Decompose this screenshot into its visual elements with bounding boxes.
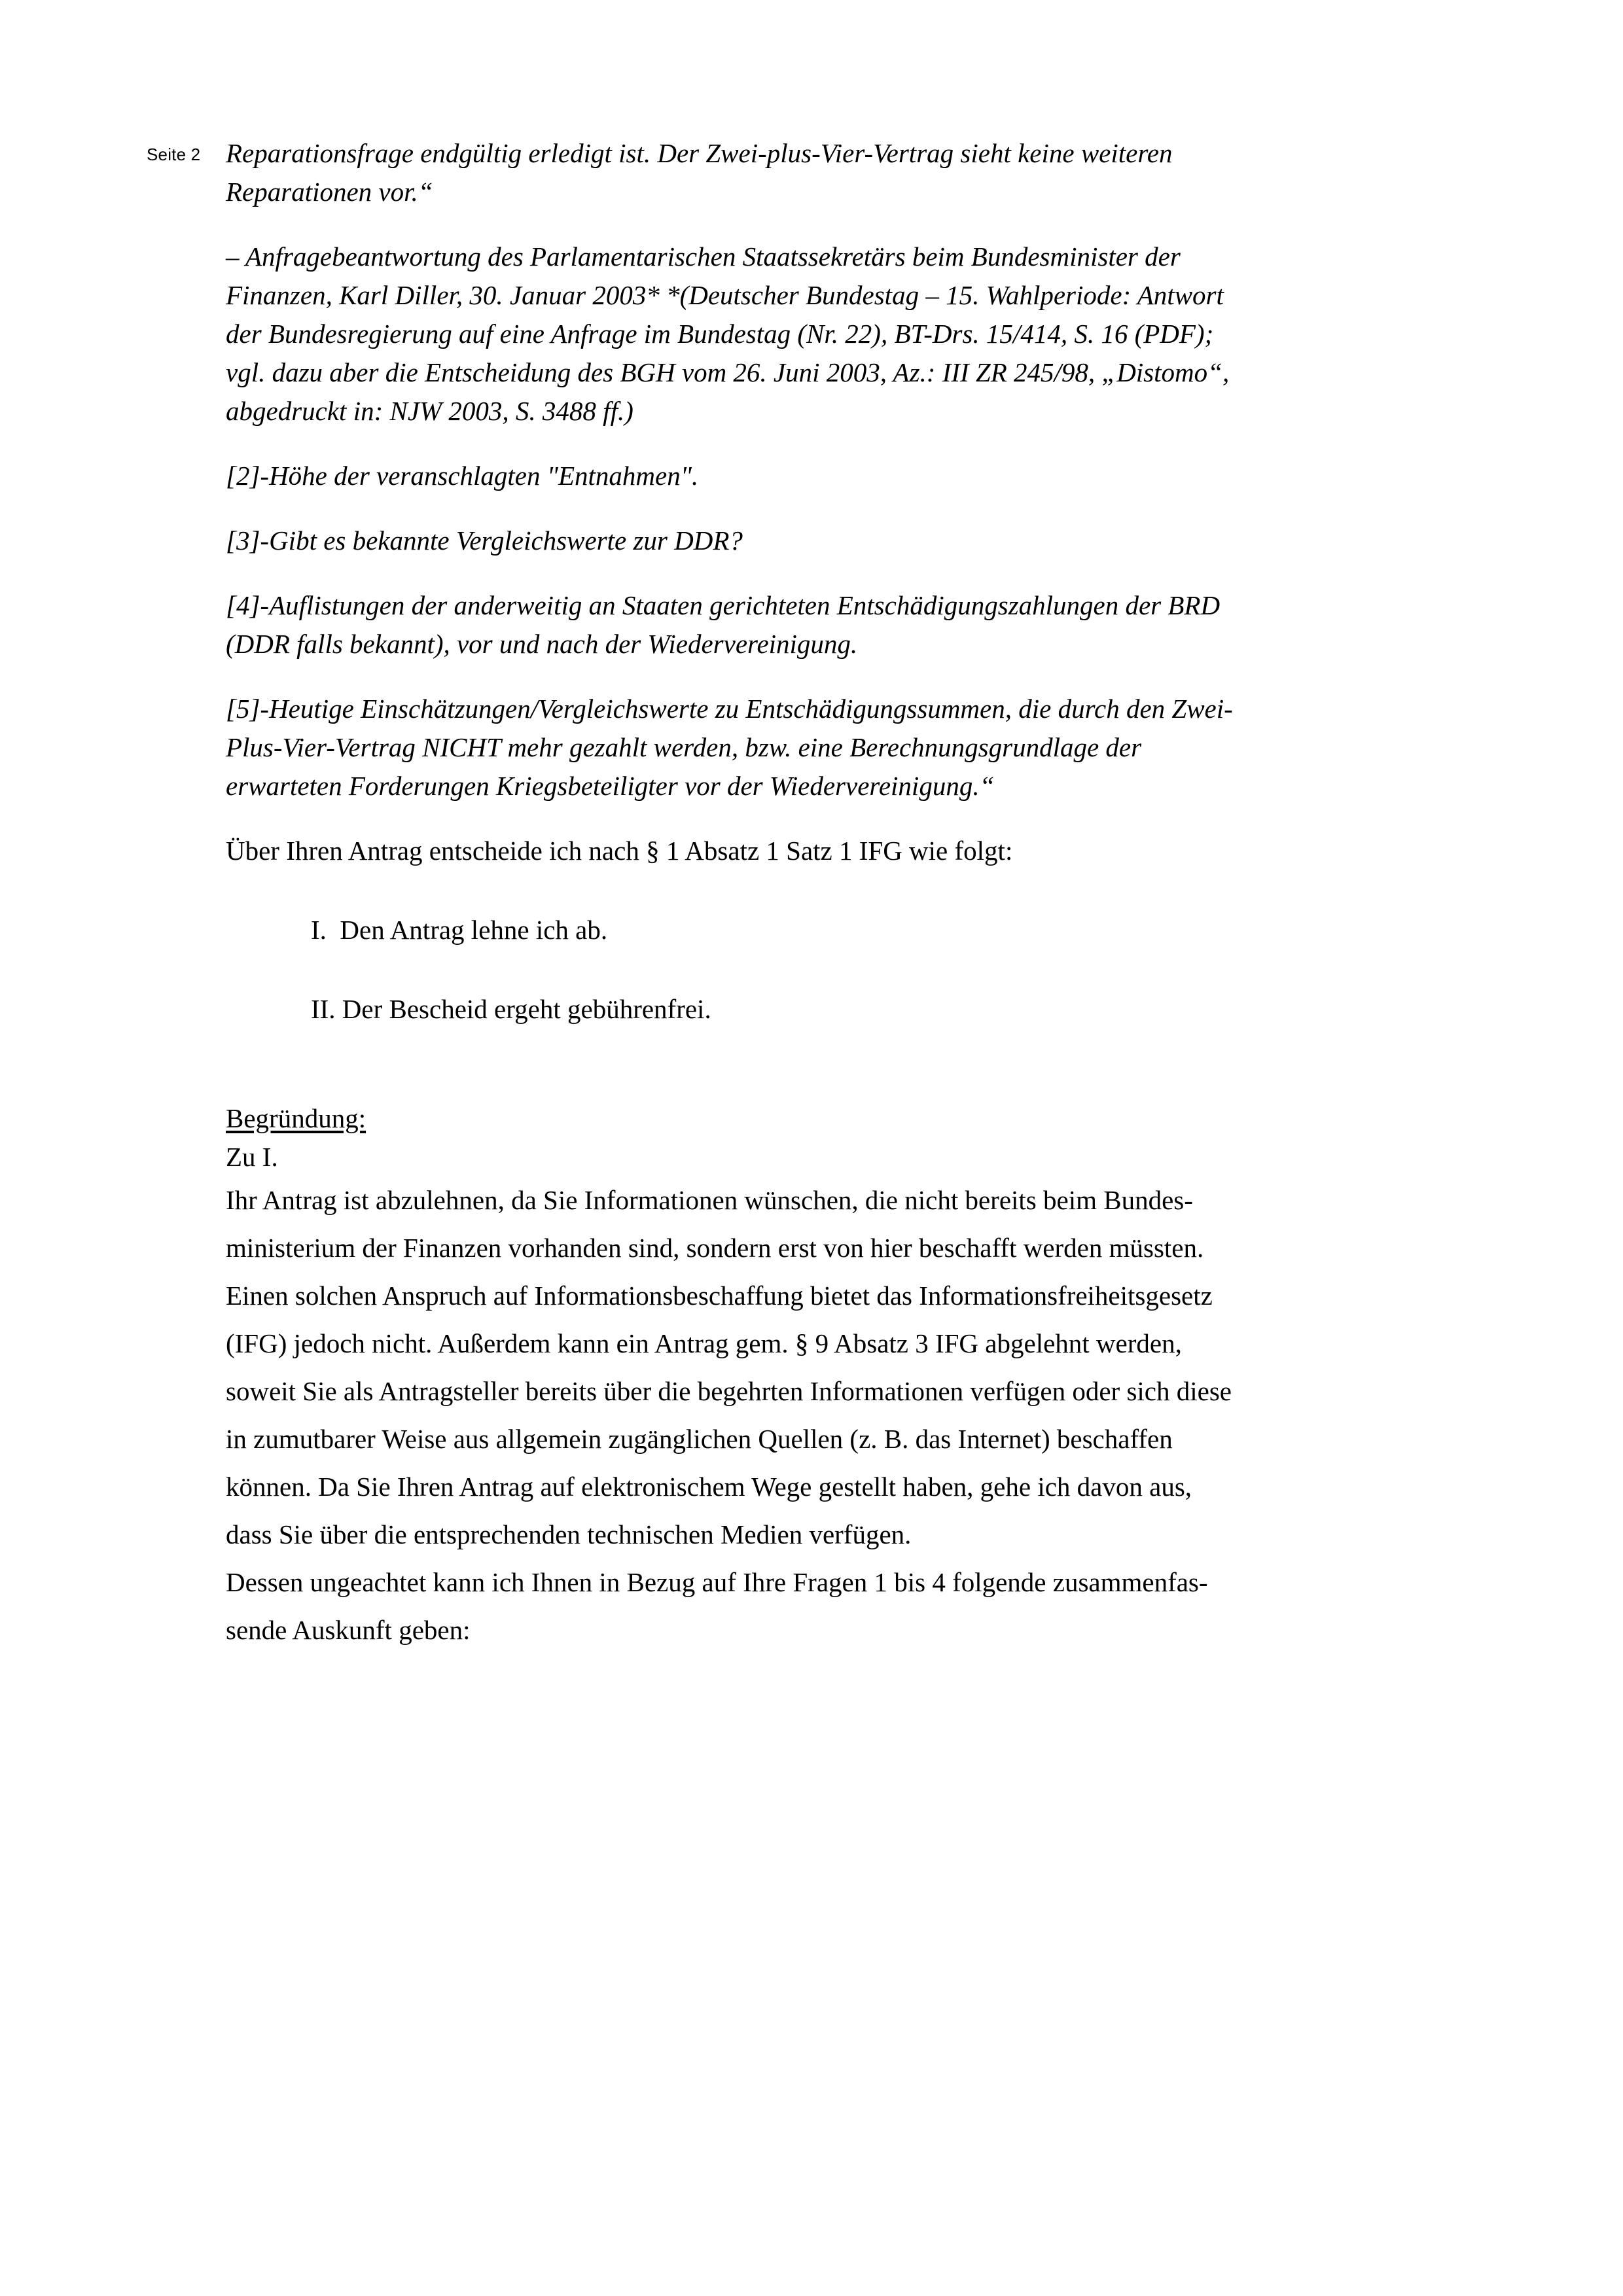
question-line: [2]-Höhe der veranschlagten "Entnahmen". [226,461,699,491]
question-item-4 [226,586,1436,663]
closing-paragraph [226,1559,1436,1654]
body-line: Dessen ungeachtet kann ich Ihnen in Bezug auf Ihre Fragen 1 bis 4 folgende zusammenfas- [226,1567,1208,1597]
citation-line: vgl. dazu aber die Entscheidung des BGH vom 26. Juni 2003, Az.: III ZR 245/98, „Distomo“, [226,357,1230,387]
question-item-3 [226,521,1436,560]
question-line: Plus-Vier-Vertrag NICHT mehr gezahlt werden, bzw. eine Berechnungsgrundlage der [226,732,1142,762]
continued-quote-paragraph [226,134,1436,211]
question-line: erwarteten Forderungen Kriegsbeteiligter vor der Wiedervereinigung.“ [226,771,995,801]
body-line: (IFG) jedoch nicht. Außerdem kann ein Antrag gem. § 9 Absatz 3 IFG abgelehnt werden, [226,1328,1182,1358]
reasoning-heading-wrapper [226,1029,1436,1138]
question-line: (DDR falls bekannt), vor und nach der Wiedervereinigung. [226,629,858,659]
page-number-marker: Seite 2 [147,145,201,164]
question-line: [3]-Gibt es bekannte Vergleichswerte zur DDR? [226,525,743,556]
reasoning-heading: Begründung: [226,1103,366,1133]
source-citation-paragraph [226,238,1436,431]
body-line: Einen solchen Anspruch auf Informationsbeschaffung bietet das Informationsfreiheitsgesetz [226,1280,1213,1311]
body-line: sende Auskunft geben: [226,1615,471,1645]
body-line: ministerium der Finanzen vorhanden sind, sondern erst von hier beschafft werden müssten. [226,1233,1204,1263]
question-item-2 [226,457,1436,495]
body-line: soweit Sie als Antragsteller bereits über die begehrten Informationen verfügen oder sich diese [226,1376,1232,1406]
ruling-item-2: II. Der Bescheid ergeht gebührenfrei. [311,994,711,1024]
question-line: [5]-Heutige Einschätzungen/Vergleichswerte zu Entschädigungssummen, die durch den Zwei- [226,694,1233,724]
quoted-request-section [226,134,1436,805]
document-body [226,134,1436,1654]
body-line: können. Da Sie Ihren Antrag auf elektronischem Wege gestellt haben, gehe ich davon aus, [226,1472,1192,1502]
reasoning-subheading: Zu I. [226,1142,278,1172]
quote-line: Reparationen vor.“ [226,177,433,207]
body-line: dass Sie über die entsprechenden technischen Medien verfügen. [226,1519,912,1549]
decision-section [226,832,1436,1654]
body-line: Ihr Antrag ist abzulehnen, da Sie Informationen wünschen, die nicht bereits beim Bundes- [226,1185,1193,1215]
body-line: in zumutbarer Weise aus allgemein zugänglichen Quellen (z. B. das Internet) beschaffen [226,1424,1173,1454]
decision-lead-in: Über Ihren Antrag entscheide ich nach § 1 Absatz 1 Satz 1 IFG wie folgt: [226,836,1013,866]
ruling-list [226,911,1436,1029]
citation-line: Finanzen, Karl Diller, 30. Januar 2003* *(Deutscher Bundestag – 15. Wahlperiode: Antwort [226,280,1224,310]
citation-line: – Anfragebeantwortung des Parlamentarischen Staatssekretärs beim Bundesminister der [226,241,1181,272]
question-line: [4]-Auflistungen der anderweitig an Staaten gerichteten Entschädigungszahlungen der BRD [226,590,1221,620]
citation-line: abgedruckt in: NJW 2003, S. 3488 ff.) [226,396,633,426]
quote-line: Reparationsfrage endgültig erledigt ist. Der Zwei-plus-Vier-Vertrag sieht keine weiteren [226,138,1173,168]
reasoning-paragraph [226,1176,1436,1559]
question-item-5 [226,690,1436,805]
citation-line: der Bundesregierung auf eine Anfrage im Bundestag (Nr. 22), BT-Drs. 15/414, S. 16 (PDF); [226,319,1214,349]
ruling-item-1: I. Den Antrag lehne ich ab. [311,915,608,945]
